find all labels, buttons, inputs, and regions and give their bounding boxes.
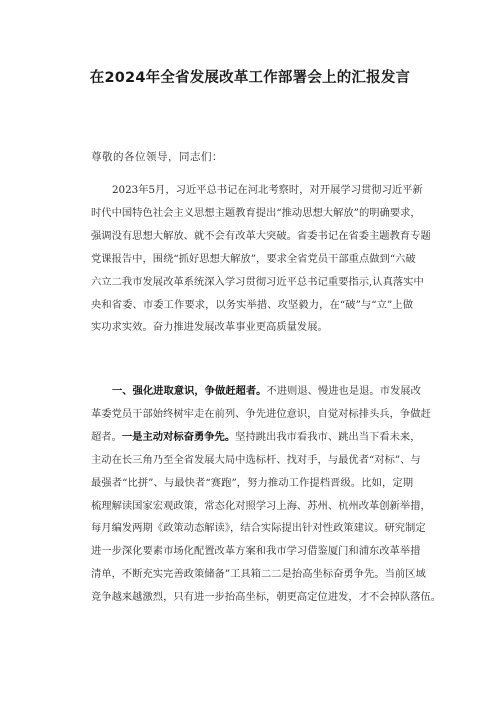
paragraph-line: 主动在长三角乃至全省发展大局中选标杆、找对手，与最优者“对标”、与 <box>91 453 421 466</box>
paragraph-line: 央和省委、市委工作要求，以务实举措、攻坚毅力，在“破”与“立”上做 <box>91 298 413 311</box>
paragraph-line: 六立二我市发展改革系统深入学习贯彻习近平总书记重要指示,认真落实中 <box>91 275 424 288</box>
paragraph-line: 梳理解读国家宏观政策，常态化对照学习上海、苏州、杭州改革创新举措， <box>91 499 431 512</box>
paragraph-line: 党课报告中，围绕“抓好思想大解放”，要求全省党员干部重点做到“六破 <box>91 252 416 265</box>
sub-heading: 一是主动对标奋勇争先。 <box>121 430 236 443</box>
paragraph-line: 每月编发两期《政策动态解读》，结合实际提出针对性政策建议。研究制定 <box>91 522 426 535</box>
paragraph-line: 实功求实效。奋力推进发展改革事业更高质量发展。 <box>91 321 328 334</box>
section-heading: 一、强化进取意识，争做赶超者。 <box>112 385 267 397</box>
paragraph-text: 不进则退、慢进也是退。市发展改 <box>266 385 421 397</box>
paragraph-line: 进一步深化要素市场化配置改革方案和我市学习借鉴厦门和浦东改革举措 <box>91 545 421 558</box>
paragraph-line: 强调没有思想大解放、就不会有改革大突破。省委书记在省委主题教育专题 <box>91 229 431 242</box>
paragraph-text: 超者。 <box>91 430 122 443</box>
paragraph-text: 坚持跳出我市看我市、跳出当下看未来， <box>235 430 421 443</box>
salutation: 尊敬的各位领导，同志们： <box>91 151 223 163</box>
document-title: 在2024年全省发展改革工作部署会上的汇报发言 <box>89 70 411 86</box>
paragraph-line: 清单，不断充实完善政策储备”工具箱二二是抬高坐标奋勇争先。当前区域 <box>91 568 426 581</box>
paragraph-intro <box>91 179 431 339</box>
paragraph-line-with-subheading <box>91 426 421 449</box>
paragraph-line: 最强者“比拼”、与最快者“赛跑”，努力推动工作提档晋级。比如，定期 <box>91 476 413 489</box>
paragraph-line: 竞争越来越激烈，只有进一步抬高坐标，朝更高定位进发，才不会掉队落伍。 <box>91 591 442 604</box>
paragraph-line: 革委党员干部始终树牢走在前列、争先进位意识，自觉对标排头兵，争做赶 <box>91 407 431 420</box>
paragraph-section-one <box>91 380 442 609</box>
section-heading-line <box>91 380 421 403</box>
paragraph-line: 2023年5月，习近平总书记在河北考察时，对开展学习贯彻习近平新 <box>112 184 423 196</box>
paragraph-line: 时代中国特色社会主义思想主题教育提出“推动思想大解放”的明确要求， <box>91 206 421 219</box>
